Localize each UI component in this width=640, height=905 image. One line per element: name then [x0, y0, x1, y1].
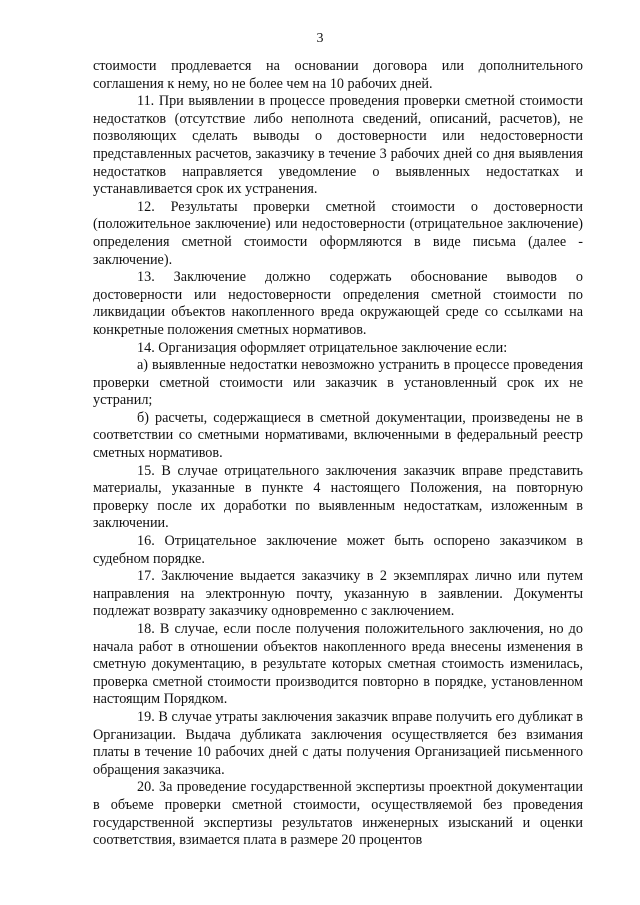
paragraph-17: 17. Заключение выдается заказчику в 2 экземплярах лично или путем направления на электронную почту, указанную в заявлении. Документы подлежат возврату заказчику одновременно с заключением.	[93, 568, 583, 620]
paragraph-19: 19. В случае утраты заключения заказчик вправе получить его дубликат в Организации. Выдача дубликата заключения осуществляется без взимания платы в течение 10 рабочих дней с даты получения Организацией письменного обращения заказчика.	[93, 708, 583, 778]
paragraph-14: 14. Организация оформляет отрицательное заключение если:	[137, 339, 508, 356]
page-number: 3	[316, 31, 324, 46]
paragraph-15: 15. В случае отрицательного заключения заказчик вправе представить материалы, указанные в пункте 4 настоящего Положения, на повторную проверку после их доработки по выявленным недостаткам, изложенным в заключении.	[93, 462, 583, 532]
document-body	[93, 58, 583, 850]
paragraph-continuation: стоимости продлевается на основании договора или дополнительного соглашения к нему, но не более чем на 10 рабочих дней.	[93, 58, 583, 92]
paragraph-14b: б) расчеты, содержащиеся в сметной документации, произведены не в соответствии со сметными нормативами, включенными в федеральный реестр сметных нормативов.	[93, 409, 583, 462]
paragraph-16: 16. Отрицательное заключение может быть оспорено заказчиком в судебном порядке.	[93, 533, 583, 567]
paragraph-18: 18. В случае, если после получения положительного заключения, но до начала работ в отношении объектов накопленного вреда внесены изменения в сметную документацию, в результате которых сметная стоимость изменилась, проверка сметной стоимости производится повторно в порядке, установленном настоящим Порядком.	[93, 621, 583, 708]
paragraph-11: 11. При выявлении в процессе проведения проверки сметной стоимости недостатков (отсутствие либо неполнота сведений, описаний, расчетов), не позволяющих сделать выводы о достоверности или недостоверности представленных расчетов, заказчику в течение 3 рабочих дней со дня выявления недостатков направляется уведомление о выявленных недостатках и устанавливается срок их устранения.	[93, 93, 583, 198]
paragraph-13: 13. Заключение должно содержать обоснование выводов о достоверности или недостоверности определения сметной стоимости по ликвидации объектов накопленного вреда окружающей среде со ссылками на конкретные положения сметных нормативов.	[93, 269, 583, 338]
paragraph-20: 20. За проведение государственной экспертизы проектной документации в объеме проверки сметной стоимости, осуществляемой без проведения государственной экспертизы результатов инженерных изысканий и оценки соответствия, взимается плата в размере 20 процентов	[93, 779, 583, 849]
paragraph-14a: а) выявленные недостатки невозможно устранить в процессе проведения проверки сметной стоимости или заказчик в установленный срок их не устранил;	[93, 357, 583, 409]
paragraph-12: 12. Результаты проверки сметной стоимости о достоверности (положительное заключение) или недостоверности (отрицательное заключение) определения сметной стоимости оформляются в виде письма (далее - заключение).	[93, 198, 583, 268]
